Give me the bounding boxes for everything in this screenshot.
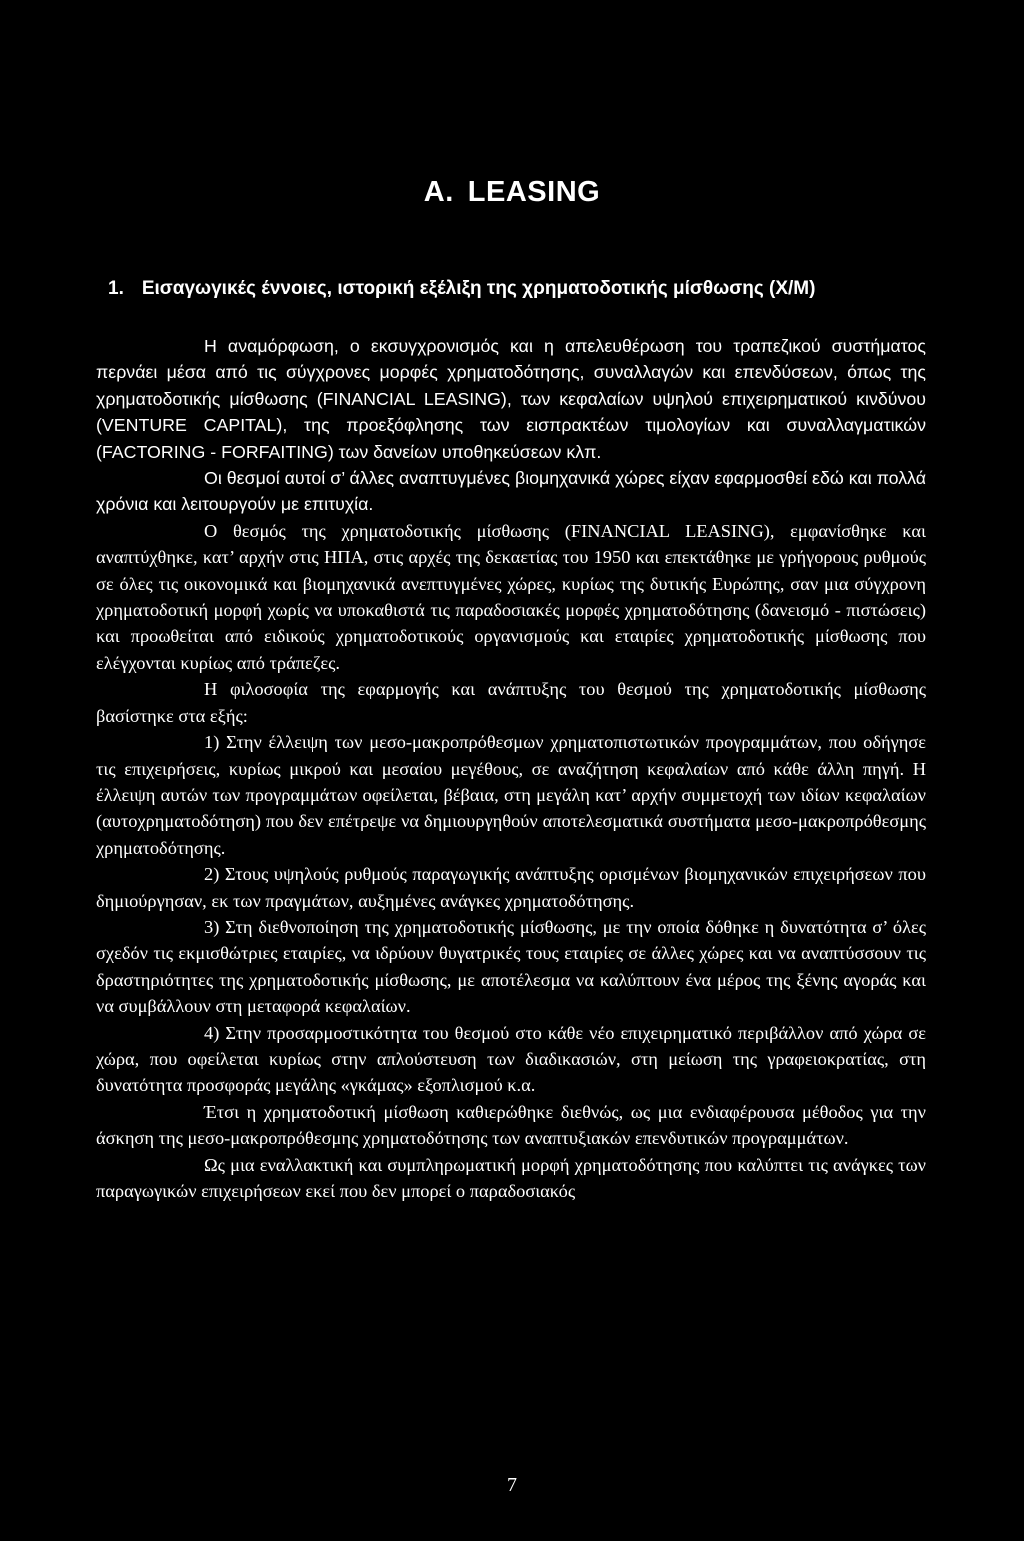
- chapter-number: A.: [423, 176, 454, 208]
- paragraph-institutions: Οι θεσμοί αυτοί σ’ άλλες αναπτυγμένες βιομηχανικά χώρες είχαν εφαρμοσθεί εδώ και πολλά χρόνια και λειτουργούν με επιτυχία.: [96, 468, 926, 515]
- paragraph-intro: Η αναμόρφωση, ο εκσυγχρονισμός και η απελευθέρωση του τραπεζικού συστήματος περνάει μέσα από τις σύγχρονες μορφές χρηματοδότησης, συναλλαγών και επενδύσεων, όπως της χρηματοδοτικής μίσθωσης (FINANCIAL LEASING), των κεφαλαίων υψηλού επιχειρηματικού κινδύνου (VENTURE CAPITAL), της προεξόφλησης των εισπρακτέων τιμολογίων και συναλλαγματικών (FACTORING - FORFAITING) των δανείων υποθηκεύσεων κλπ.: [96, 336, 926, 462]
- paragraph-point-2: 2) Στους υψηλούς ρυθμούς παραγωγικής ανάπτυξης ορισμένων βιομηχανικών επιχειρήσεων που δημιούργησαν, εκ των πραγμάτων, αυξημένες ανάγκες χρηματοδότησης.: [96, 864, 926, 911]
- paragraph-conclusion: Έτσι η χρηματοδοτική μίσθωση καθιερώθηκε διεθνώς, ως μια ενδιαφέρουσα μέθοδος για την άσκηση της μεσο-μακροπρόθεσμης χρηματοδότησης των αναπτυξιακών επενδυτικών προγραμμάτων.: [96, 1101, 926, 1149]
- paragraph-history: Ο θεσμός της χρηματοδοτικής μίσθωσης (FINANCIAL LEASING), εμφανίσθηκε και αναπτύχθηκε, κατ’ αρχήν στις ΗΠΑ, στις αρχές της δεκαετίας του 1950 και επεκτάθηκε με γρήγορους ρυθμούς σε όλες τις οικονομικά και βιομηχανικά ανεπτυγμένες χώρες, κυρίως της δυτικής Ευρώπης, σαν μια σύγχρονη χρηματοδοτική μορφή χωρίς να υποκαθιστά τις παραδοσιακές μορφές χρηματοδότησης (δανεισμό - πιστώσεις) και προωθείται από ειδικούς χρηματοδοτικούς οργανισμούς και εταιρίες χρηματοδοτικής μίσθωσης που ελέγχονται κυρίως από τράπεζες.: [96, 520, 926, 673]
- chapter-title: [0, 176, 1024, 209]
- paragraph-point-1: 1) Στην έλλειψη των μεσο-μακροπρόθεσμων χρηματοπιστωτικών προγραμμάτων, που οδήγησε τις επιχειρήσεις, κυρίως μικρού και μεσαίου μεγέθους, σε αναζήτηση κεφαλαίων από κάθε άλλη πηγή. Η έλλειψη αυτών των προγραμμάτων οφείλεται, βέβαια, στη μεγάλη κατ’ αρχήν συμμετοχή των ιδίων κεφαλαίων (αυτοχρηματοδότηση) που δεν επέτρεψε να δημιουργηθούν αποτελεσματικά συστήματα μεσο-μακροπρόθεσμης χρηματοδότησης.: [96, 732, 926, 858]
- paragraph-alternative: Ως μια εναλλακτική και συμπληρωματική μορφή χρηματοδότησης που καλύπτει τις ανάγκες των παραγωγικών επιχειρήσεων εκεί που δεν μπορεί ο παραδοσιακός: [96, 1154, 926, 1201]
- paragraph-philosophy: Η φιλοσοφία της εφαρμογής και ανάπτυξης του θεσμού της χρηματοδοτικής μίσθωσης βασίστηκε στα εξής:: [96, 679, 926, 726]
- body-text: [96, 333, 926, 1204]
- section-number: 1.: [108, 278, 124, 299]
- section-heading: [108, 278, 948, 300]
- page-number: 7: [507, 1474, 517, 1496]
- chapter-title-text: LEASING: [467, 176, 601, 208]
- paragraph-point-3: 3) Στη διεθνοποίηση της χρηματοδοτικής μίσθωσης, με την οποία δόθηκε η δυνατότητα σ’ όλες σχεδόν τις εκμισθώτριες εταιρίες, να ιδρύουν θυγατρικές τους εταιρίες σε άλλες χώρες και να αναπτύσσουν τις δραστηριότητες της χρηματοδοτικής μίσθωσης, με αποτέλεσμα να καλύπτουν ένα μέρος της ξένης αγοράς και να συμβάλλουν στη μεταφορά κεφαλαίων.: [96, 916, 926, 1017]
- paragraph-point-4: 4) Στην προσαρμοστικότητα του θεσμού στο κάθε νέο επιχειρηματικό περιβάλλον από χώρα σε χώρα, που οφείλεται κυρίως στην απλούστευση των διαδικασιών, στη μείωση της γραφειοκρατίας, στη δυνατότητα προσφοράς μεγάλης «γκάμας» εξοπλισμού κ.α.: [96, 1022, 926, 1096]
- section-title-text: Εισαγωγικές έννοιες, ιστορική εξέλιξη της χρηματοδοτικής μίσθωσης (Χ/Μ): [141, 278, 816, 299]
